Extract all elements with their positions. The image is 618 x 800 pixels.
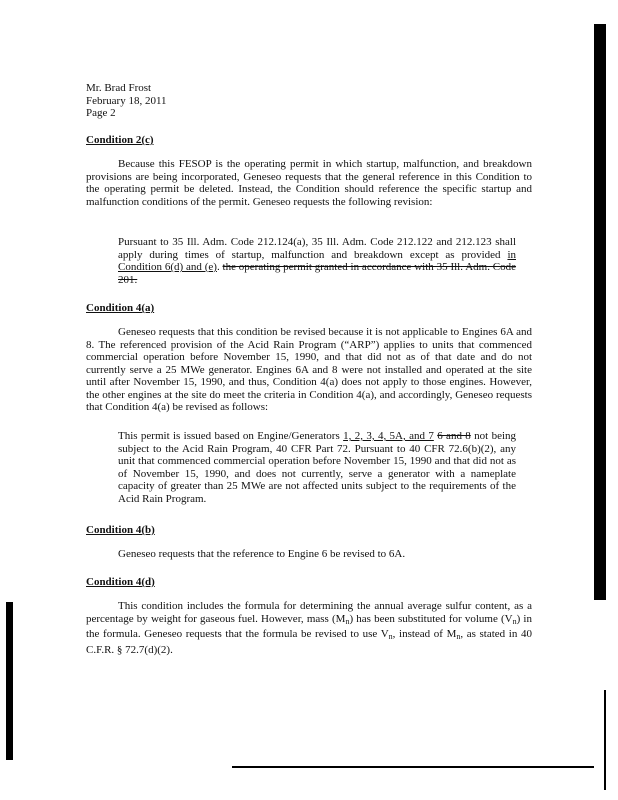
revision-quote-condition-2c: [118, 236, 516, 286]
body-text: Because this FESOP is the operating permit in which startup, malfunction, and breakdown provisions are being incorporated, Geneseo requests that the general reference in this Condition to the operating permit be deleted. Instead, the Condition should reference the specific startup and malfunction conditions of the permit. Geneseo requests the following revision:: [86, 158, 532, 208]
recipient-line: Mr. Brad Frost: [86, 82, 152, 94]
subscript: n: [345, 616, 350, 626]
letter-header: [86, 82, 167, 120]
section-heading-condition-4b: Condition 4(b): [86, 524, 155, 536]
section-heading-condition-4a: Condition 4(a): [86, 302, 155, 314]
revision-quote-condition-4a: [118, 430, 516, 505]
inserted-text: in Condition 6(d) and (e): [118, 248, 516, 273]
section-body-condition-4b: [86, 548, 532, 561]
scan-edge-bar-left: [6, 602, 13, 760]
date-line: February 18, 2011: [86, 94, 167, 107]
body-text: , as stated in 40 C.F.R. § 72.7(d)(2).: [86, 628, 532, 656]
section-body-condition-4d: [86, 600, 532, 656]
page-number-line: Page 2: [86, 107, 116, 119]
quote-text: This permit is issued based on Engine/Generators: [118, 430, 344, 442]
section-body-condition-2c: [86, 158, 532, 208]
body-text: Geneseo requests that this condition be revised because it is not applicable to Engines 6A and 8. The referenced provision of the Acid Rain Program (“ARP”) applies to units that commenced commercial operation before November 15, 1990, and that did not as of that date and do not currently serve a 25 MWe generator. Engines 6A and 8 were not installed and operated at the site until after November 15, 1990, and thus, Condition 4(a) does not apply to those engines. However, the other engines at the site do meet the criteria in Condition 4(a), and accordingly, Geneseo requests that Condition 4(a) be revised as follows:: [86, 326, 532, 413]
section-heading-condition-4d: Condition 4(d): [86, 576, 155, 588]
scan-edge-bar-right: [594, 24, 606, 600]
deleted-text: 6 and 8: [437, 430, 471, 442]
body-text: Geneseo requests that the reference to Engine 6 be revised to 6A.: [118, 548, 406, 560]
subscript: n: [388, 632, 393, 641]
section-heading-condition-2c: Condition 2(c): [86, 134, 154, 146]
section-body-condition-4a: [86, 326, 532, 414]
subscript: n: [456, 632, 461, 641]
quote-text: Pursuant to 35 Ill. Adm. Code 212.124(a), 35 Ill. Adm. Code 212.122 and 212.123 shall apply during times of startup, malfunction and breakdown except as provided: [118, 236, 516, 261]
quote-text: .: [216, 261, 223, 273]
body-text: ) has been substituted for volume (V: [349, 612, 513, 625]
scan-bottom-line: [232, 766, 594, 768]
inserted-text: 1, 2, 3, 4, 5A, and 7: [343, 430, 434, 442]
deleted-text: the operating permit granted in accordance with 35 Ill. Adm. Code 201.: [118, 261, 517, 286]
scan-edge-line-right-bottom: [604, 690, 606, 790]
quote-text: not being subject to the Acid Rain Program, 40 CFR Part 72. Pursuant to 40 CFR 72.6(b)(2), any unit that commenced commercial operation before November 15, 1990 and that did not as of November 15, 1990, and does not currently, serve a generator with a nameplate capacity of greater than 25 MWe are not affected units subject to the requirements of the Acid Rain Program.: [118, 430, 517, 505]
body-text: This condition includes the formula for determining the annual average sulfur content, as a percentage by weight for gaseous fuel. However, mass (M: [86, 600, 532, 625]
body-text: , instead of M: [392, 628, 457, 640]
body-text: ) in the formula. Geneseo requests that the formula be revised to use V: [86, 612, 532, 640]
subscript: n: [512, 616, 517, 626]
